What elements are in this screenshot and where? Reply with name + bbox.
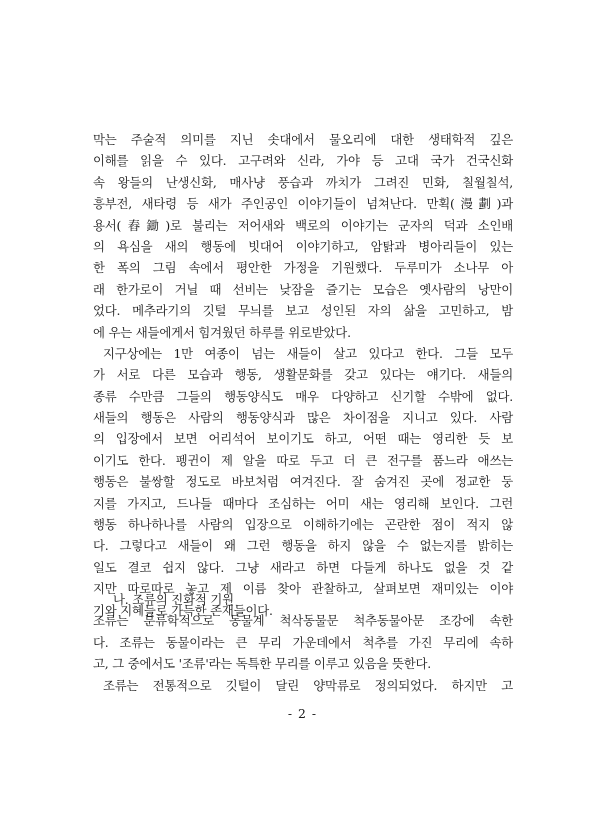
text-line: 기와 지혜들로 가득한 존재들이다. xyxy=(93,602,273,618)
text-line: 다. 조류는 동물이라는 큰 무리 가운데에서 척추를 가진 무리에 속하 xyxy=(93,634,513,650)
text-line: 속 왕들의 난생신화, 매사냥 풍습과 까치가 그려진 민화, 칠월칠석, xyxy=(93,174,513,190)
text-line: 지구상에는 1만 여종이 넘는 새들이 살고 있다고 한다. 그들 모두 xyxy=(103,345,513,361)
text-line: 용서(舂鋤)로 불리는 저어새와 백로의 이야기는 군자의 덕과 소인배 xyxy=(93,217,513,233)
text-line: 조류는 분류학적으로 동물계 척삭동물문 척추동물아문 조강에 속한 xyxy=(93,613,513,629)
paragraph xyxy=(93,343,513,621)
text-line: 에 우는 새들에게서 힘겨웠던 하루를 위로받았다. xyxy=(93,324,351,340)
paragraph xyxy=(93,129,513,343)
text-line: 조류는 전통적으로 깃털이 달린 양막류로 정의되었다. 하지만 고 xyxy=(103,677,513,693)
body-text-lower xyxy=(93,589,513,696)
text-line: 지를 가지고, 드나들 때마다 조심하는 어미 새는 영리해 보인다. 그런 xyxy=(93,495,513,511)
text-line: 의 입장에서 보면 어리석어 보이기도 하고, 어떤 때는 영리한 듯 보 xyxy=(93,431,513,447)
text-line: 다. 그렇다고 새들이 왜 그런 행동을 하지 않을 수 없는지를 밝히는 xyxy=(93,538,513,554)
text-line: 이기도 한다. 펭귄이 제 알을 따로 두고 더 큰 전구를 품느라 애쓰는 xyxy=(93,452,513,468)
text-line: 행동 하나하나를 사람의 입장으로 이해하기에는 곤란한 점이 적지 않 xyxy=(93,517,513,533)
body-text-upper xyxy=(93,129,513,621)
text-line: 의 욕심을 새의 행동에 빗대어 이야기하고, 암탉과 병아리들이 있는 xyxy=(93,238,513,254)
text-line: 었다. 메추라기의 깃털 무늬를 보고 성인된 자의 삶을 고민하고, 밤 xyxy=(93,303,513,319)
text-line: 래 한가로이 거닐 때 선비는 낮잠을 즐기는 모습은 옛사람의 낭만이 xyxy=(93,281,513,297)
page-number: - 2 - xyxy=(287,706,318,721)
section-heading: 나. 조류의 진화적 기원 xyxy=(113,592,234,607)
text-line: 행동은 불쌍할 정도로 바보처럼 여겨진다. 잘 숨겨진 곳에 정교한 둥 xyxy=(93,474,513,490)
paragraph xyxy=(93,675,513,696)
text-line: 가 서로 다른 모습과 행동, 생활문화를 갖고 있다는 얘기다. 새들의 xyxy=(93,367,513,383)
text-line: 지만 따로따로 놓고 제 이름 찾아 관찰하고, 살펴보면 재미있는 이야 xyxy=(93,581,513,597)
text-line: 새들의 행동은 사람의 행동양식과 많은 차이점을 지니고 있다. 사람 xyxy=(93,410,513,426)
paragraph xyxy=(93,610,513,674)
text-line: 막는 주술적 의미를 지닌 솟대에서 물오리에 대한 생태학적 깊은 xyxy=(93,132,513,147)
text-line: 이해를 읽을 수 있다. 고구려와 신라, 가야 등 고대 국가 건국신화 xyxy=(93,153,513,169)
text-line: 종류 수만큼 그들의 행동양식도 매우 다양하고 신기할 수밖에 없다. xyxy=(93,388,513,404)
text-line: 한 폭의 그림 속에서 평안한 가정을 기원했다. 두루미가 소나무 아 xyxy=(93,260,513,276)
text-line: 일도 결코 쉽지 않다. 그냥 새라고 하면 다들게 하나도 없을 것 같 xyxy=(93,559,513,575)
text-line: 고, 그 중에서도 '조류'라는 독특한 무리를 이루고 있음을 뜻한다. xyxy=(93,656,432,672)
text-line: 흥부전, 새타령 등 새가 주인공인 이야기들이 넘쳐난다. 만획(漫劃)과 xyxy=(93,196,513,212)
